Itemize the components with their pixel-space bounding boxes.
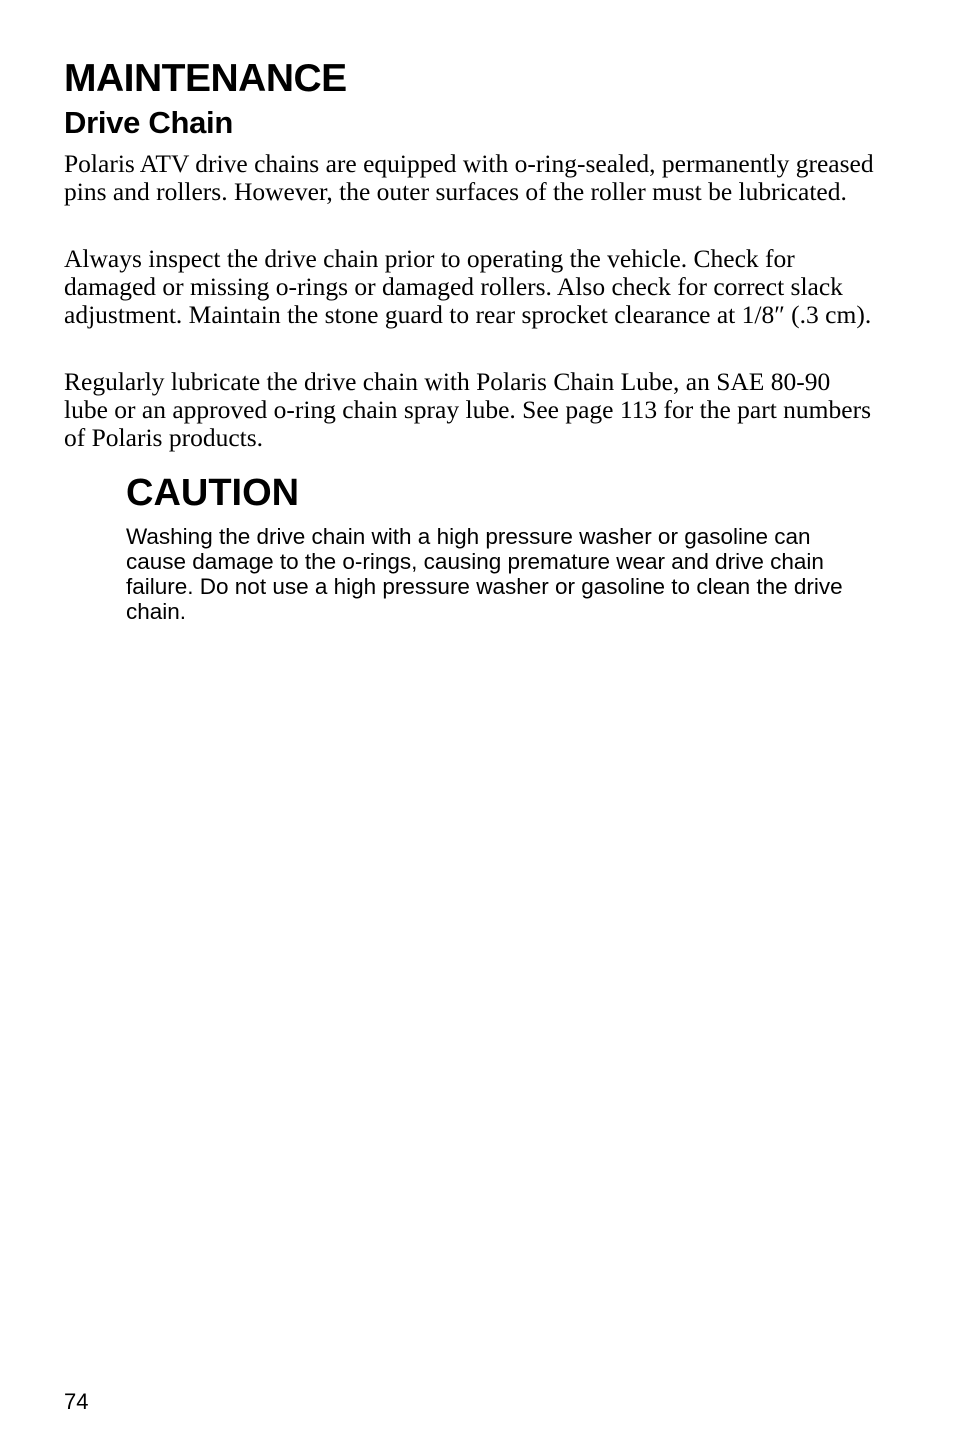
body-paragraph-inspection: Always inspect the drive chain prior to operating the vehicle. Check for damaged or missing o-rings or damaged rollers. Also check for correct slack adjustment. Maintain the stone guard to rear sprocket clearance at 1/8″ (.3 cm).	[64, 244, 872, 329]
body-paragraph-lubrication: Regularly lubricate the drive chain with Polaris Chain Lube, an SAE 80-90 lube or an approved o-ring chain spray lube. See page 113 for the part numbers of Polaris products.	[64, 367, 871, 452]
caution-title: CAUTION	[126, 472, 300, 514]
subsection-title: Drive Chain	[64, 105, 233, 140]
page-number: 74	[64, 1389, 89, 1414]
caution-text: Washing the drive chain with a high pressure washer or gasoline can cause damage to the o-rings, causing premature wear and drive chain failure. Do not use a high pressure washer or gasoline to clean the drive chain.	[126, 524, 843, 624]
section-title: MAINTENANCE	[64, 57, 347, 100]
body-paragraph-chain-construction: Polaris ATV drive chains are equipped with o-ring-sealed, permanently greased pins and rollers. However, the outer surfaces of the roller must be lubricated.	[64, 149, 874, 206]
